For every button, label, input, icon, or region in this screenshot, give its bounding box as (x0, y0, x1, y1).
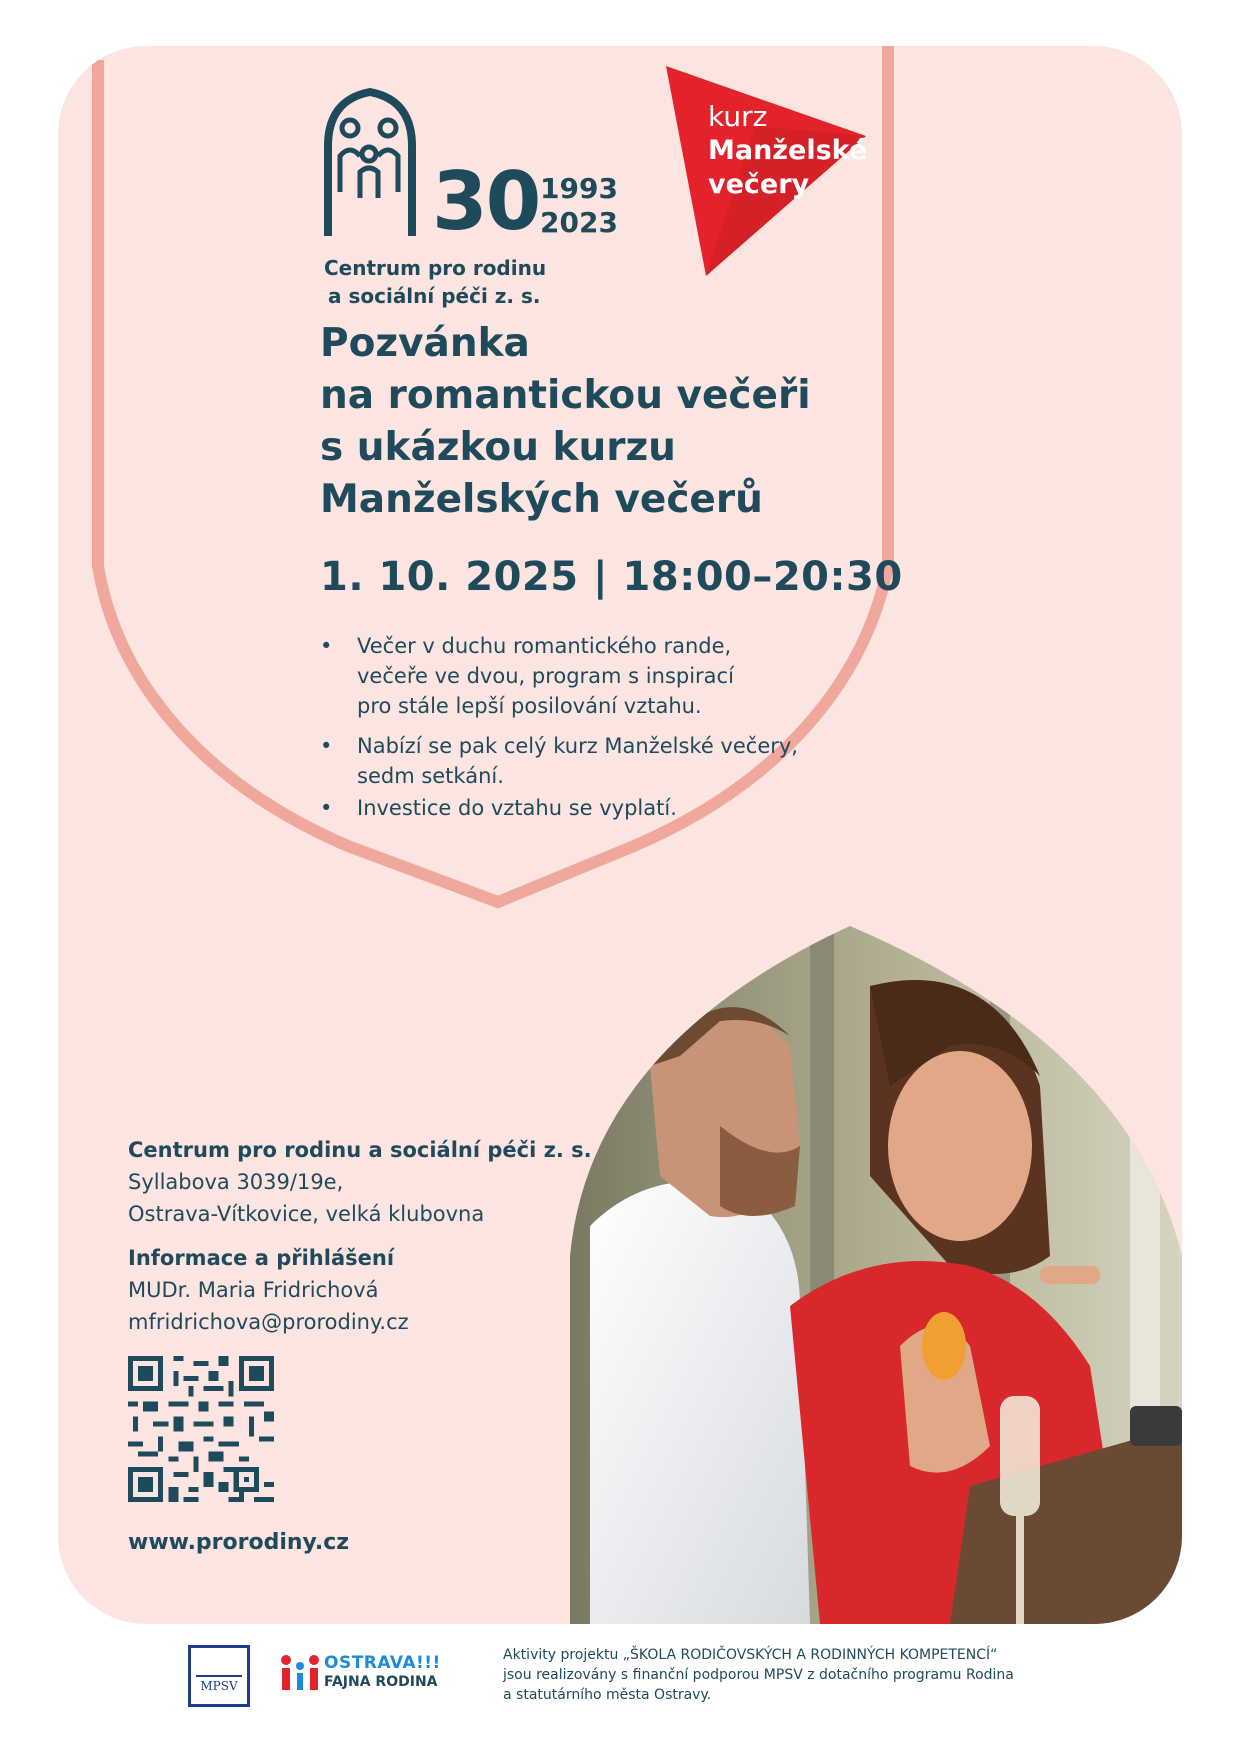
year-end: 2023 (540, 206, 618, 239)
bullet-item (320, 631, 860, 721)
bullet-line: pro stále lepší posilování vztahu. (357, 694, 702, 718)
contact-address-2: Ostrava-Vítkovice, velká klubovna (128, 1202, 485, 1226)
ostrava-logo (278, 1652, 458, 1698)
bullet-item (320, 731, 860, 791)
contact-address-1: Syllabova 3039/19e, (128, 1170, 344, 1194)
bullet-dot: • (320, 734, 333, 758)
funding-note (503, 1645, 1014, 1705)
contact-email[interactable]: mfridrichova@prorodiny.cz (128, 1310, 409, 1334)
organization-logo (320, 86, 700, 316)
title-line: Manželských večerů (320, 477, 763, 522)
poster-card (58, 46, 1182, 1624)
title-line: na romantickou večeři (320, 373, 811, 418)
event-bullet-list (320, 631, 860, 833)
anniversary-years (540, 172, 618, 240)
family-figures-icon (278, 1652, 322, 1692)
bullet-line: Investice do vztahu se vyplatí. (357, 796, 677, 820)
invitation-title (320, 318, 880, 526)
bullet-dot: • (320, 796, 333, 820)
course-badge-text (708, 100, 867, 202)
ostrava-logo-text (324, 1654, 441, 1692)
family-arch-icon (320, 86, 420, 246)
mpsv-logo (188, 1645, 250, 1707)
ostrava-line-1: OSTRAVA!!! (324, 1653, 441, 1673)
contact-block (128, 1134, 592, 1338)
bullet-line: večeře ve dvou, program s inspirací (357, 664, 734, 688)
year-start: 1993 (540, 172, 618, 205)
spacer (128, 1230, 592, 1242)
title-line: s ukázkou kurzu (320, 425, 676, 470)
funding-line: jsou realizovány s finanční podporou MPSV z dotačního programu Rodina (503, 1667, 1014, 1683)
anniversary-number: 30 (432, 155, 540, 248)
info-heading: Informace a přihlášení (128, 1246, 395, 1270)
org-line-1: Centrum pro rodinu (324, 256, 547, 280)
ostrava-line-2: FAJNA RODINA (324, 1674, 438, 1690)
bullet-dot: • (320, 634, 333, 658)
org-line-2: a sociální péči z. s. (328, 284, 541, 308)
course-badge (666, 66, 906, 306)
badge-line-1: kurz (708, 100, 768, 133)
event-datetime: 1. 10. 2025 | 18:00–20:30 (320, 554, 903, 600)
organization-name (324, 254, 546, 310)
badge-line-3: večery (708, 169, 810, 200)
bullet-line: sedm setkání. (357, 764, 504, 788)
website-link[interactable]: www.prorodiny.cz (128, 1530, 350, 1555)
badge-line-2: Manželské (708, 135, 868, 166)
couple-dinner-photo (570, 926, 1182, 1624)
funding-line: Aktivity projektu „ŠKOLA RODIČOVSKÝCH A RODINNÝCH KOMPETENCÍ“ (503, 1647, 998, 1663)
funding-line: a statutárního města Ostravy. (503, 1687, 712, 1703)
contact-person: MUDr. Maria Fridrichová (128, 1278, 379, 1302)
title-line: Pozvánka (320, 321, 530, 366)
bullet-item (320, 793, 860, 823)
mpsv-logo-text: MPSV (200, 1679, 238, 1693)
contact-org: Centrum pro rodinu a sociální péči z. s. (128, 1138, 592, 1162)
qr-code-icon[interactable] (128, 1356, 274, 1502)
bullet-line: Nabízí se pak celý kurz Manželské večery, (357, 734, 798, 758)
bullet-line: Večer v duchu romantického rande, (357, 634, 732, 658)
